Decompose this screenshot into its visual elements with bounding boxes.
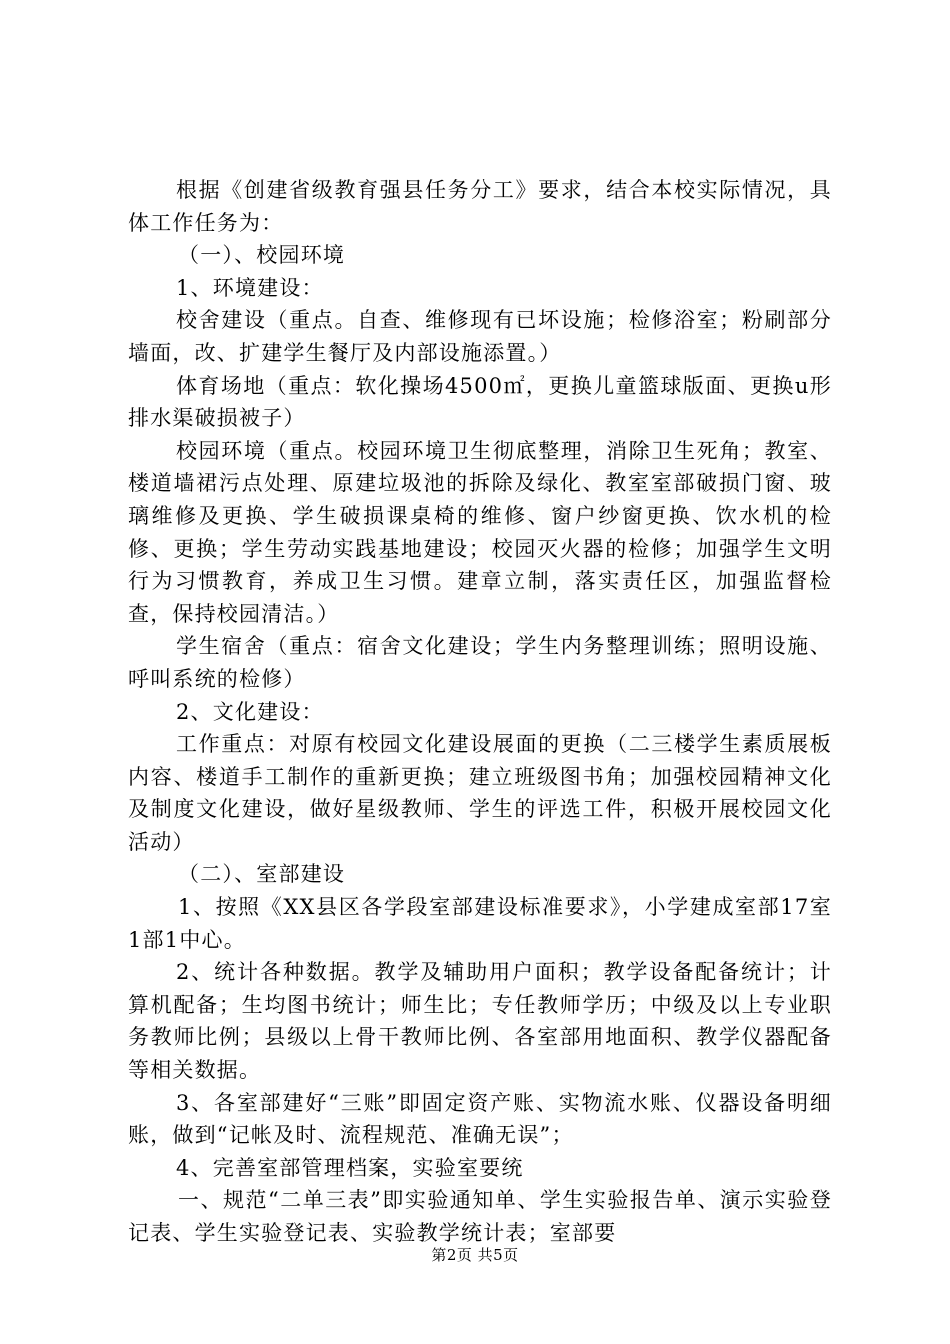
paragraph-dormitory: 学生宿舍（重点：宿舍文化建设；学生内务整理训练；照明设施、呼叫系统的检修） <box>128 634 832 691</box>
section-heading-room-construction: （二）、室部建设 <box>178 862 346 887</box>
paragraph-campus-environment: 校园环境（重点。校园环境卫生彻底整理，消除卫生死角；教室、楼道墙裙污点处理、原建垃圾池的拆除及绿化、教室室部破损门窗、玻璃维修及更换、学生破损课桌椅的维修、窗户纱窗更换、饮水机的检修、更换；学生劳动实践基地建设；校园灭火器的检修；加强学生文明行为习惯教育，养成卫生习惯。建章立制，落实责任区，加强监督检查，保持校园清洁。） <box>128 438 832 626</box>
paragraph-three-accounts: 3、各室部建好“三账”即固定资产账、实物流水账、仪器设备明细账，做到“记帐及时、流程规范、准确无误”； <box>128 1090 832 1148</box>
paragraph-archives: 4、完善室部管理档案，实验室要统 <box>176 1155 524 1180</box>
section-heading-campus-environment: （一）、校园环境 <box>178 243 346 268</box>
paragraph-school-building: 校舍建设（重点。自查、维修现有已坏设施；检修浴室；粉刷部分墙面，改、扩建学生餐厅及内部设施添置。） <box>128 308 832 365</box>
subheading-culture-construction: 2、文化建设： <box>176 699 324 724</box>
page-number-footer: 第2页 共5页 <box>431 1246 519 1264</box>
paragraph-work-focus: 工作重点：对原有校园文化建设展面的更换（二三楼学生素质展板内容、楼道手工制作的重新更换；建立班级图书角；加强校园精神文化及制度文化建设，做好星级教师、学生的评选工件，积极开展校园文化活动） <box>128 732 832 854</box>
paragraph-statistics: 2、统计各种数据。教学及辅助用户面积；教学设备配备统计；计算机配备；生均图书统计；师生比；专任教师学历；中级及以上专业职务教师比例；县级以上骨干教师比例、各室部用地面积、教学仪器配备等相关数据。 <box>128 960 832 1083</box>
paragraph-standard-requirement: 1、按照《XX县区各学段室部建设标准要求》，小学建成室部17室1部1中心。 <box>128 895 832 952</box>
paragraph-two-forms-three-tables: 一、规范“二单三表”即实验通知单、学生实验报告单、演示实验登记表、学生实验登记表、实验教学统计表；室部要 <box>128 1188 832 1245</box>
paragraph-sports-ground: 体育场地（重点：软化操场4500㎡，更换儿童篮球版面、更换u形排水渠破损被子） <box>128 373 832 431</box>
document-body <box>128 174 832 1250</box>
intro-paragraph: 根据《创建省级教育强县任务分工》要求，结合本校实际情况，具体工作任务为： <box>128 178 832 235</box>
subheading-environment-construction: 1、环境建设： <box>176 275 324 300</box>
